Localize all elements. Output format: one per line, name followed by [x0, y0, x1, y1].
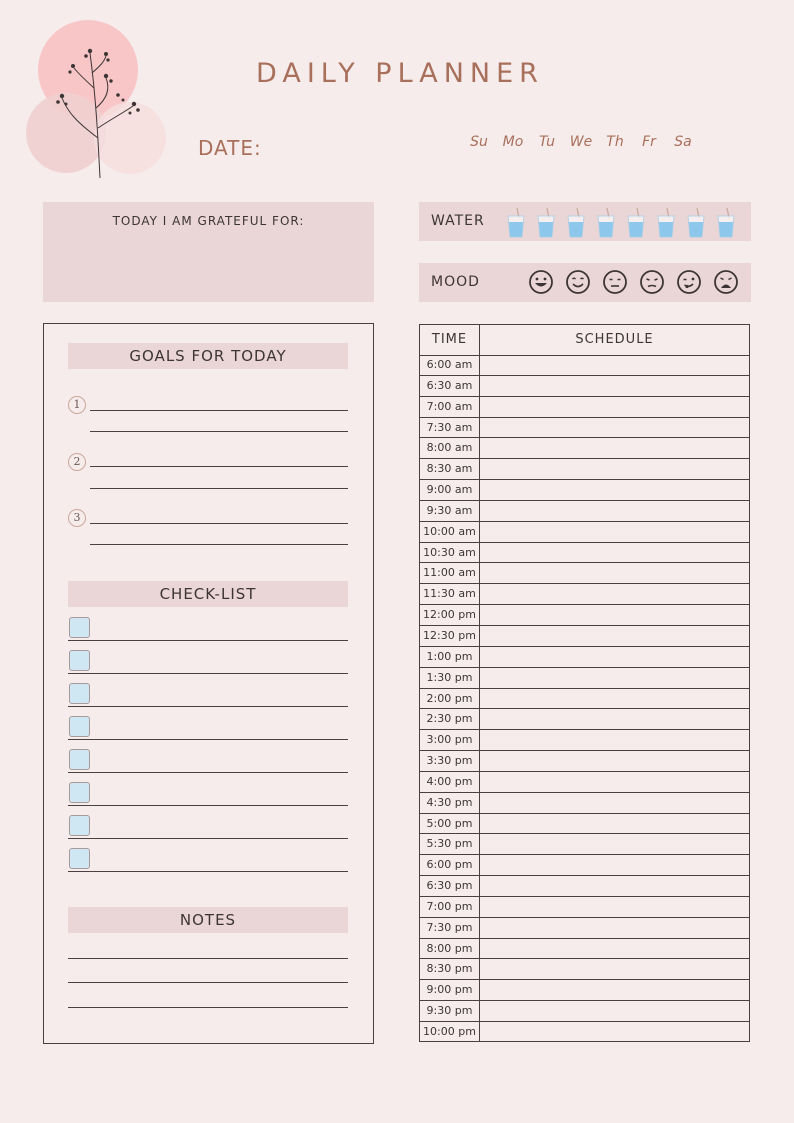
- time-cell: 9:30 am: [426, 503, 473, 517]
- time-cell: 8:00 am: [426, 441, 473, 455]
- time-cell: 7:00 pm: [426, 899, 473, 913]
- grateful-label: TODAY I AM GRATEFUL FOR:: [112, 214, 305, 228]
- schedule-table: [419, 324, 750, 1042]
- goal-line[interactable]: [90, 431, 348, 432]
- time-cell: 10:30 am: [423, 545, 476, 559]
- time-cell: 11:00 am: [423, 566, 476, 580]
- time-cell: 10:00 am: [423, 524, 476, 538]
- table-row[interactable]: [420, 918, 749, 939]
- table-row[interactable]: [420, 689, 749, 710]
- table-row[interactable]: [420, 605, 749, 626]
- date-label: DATE:: [198, 136, 262, 160]
- day-fr[interactable]: Fr: [642, 134, 656, 150]
- checkbox[interactable]: [69, 749, 90, 770]
- table-row[interactable]: [420, 730, 749, 751]
- time-cell: 12:00 pm: [423, 608, 476, 622]
- goal-line[interactable]: [90, 488, 348, 489]
- flower-branch-icon: [18, 18, 178, 188]
- table-row[interactable]: [420, 855, 749, 876]
- table-row[interactable]: [420, 459, 749, 480]
- checkbox[interactable]: [69, 848, 90, 869]
- time-cell: 8:30 am: [426, 462, 473, 476]
- checkbox[interactable]: [69, 650, 90, 671]
- notes-line[interactable]: [68, 982, 348, 983]
- water-label: WATER: [431, 213, 485, 229]
- time-cell: 2:00 pm: [426, 691, 473, 705]
- table-row[interactable]: [420, 522, 749, 543]
- table-row[interactable]: [420, 980, 749, 1001]
- time-cell: 12:30 pm: [423, 628, 476, 642]
- table-row[interactable]: [420, 501, 749, 522]
- checklist-line[interactable]: [68, 772, 348, 773]
- day-we[interactable]: We: [569, 134, 593, 150]
- time-cell: 7:30 pm: [426, 920, 473, 934]
- time-cell: 6:00 am: [426, 358, 473, 371]
- table-row[interactable]: [420, 438, 749, 459]
- time-cell: 3:30 pm: [426, 754, 473, 768]
- neutral-face-icon[interactable]: [596, 269, 633, 297]
- water-glass-icon[interactable]: [565, 206, 595, 240]
- time-cell: 10:00 pm: [423, 1025, 476, 1038]
- water-glass-icon[interactable]: [715, 206, 745, 240]
- table-row[interactable]: [420, 897, 749, 918]
- time-cell: 6:30 am: [426, 378, 473, 392]
- table-row[interactable]: [420, 939, 749, 960]
- schedule-column-header: SCHEDULE: [575, 332, 654, 347]
- checklist-line[interactable]: [68, 871, 348, 872]
- table-row[interactable]: [420, 959, 749, 980]
- checkbox[interactable]: [69, 617, 90, 638]
- water-glass-icon[interactable]: [625, 206, 655, 240]
- day-mo[interactable]: Mo: [502, 134, 524, 150]
- notes-heading: NOTES: [68, 907, 348, 933]
- time-cell: 5:00 pm: [426, 816, 473, 830]
- table-row[interactable]: [420, 647, 749, 668]
- table-row[interactable]: [420, 355, 749, 376]
- table-row[interactable]: [420, 814, 749, 835]
- schedule-header-row: [420, 325, 749, 356]
- checklist-heading: CHECK-LIST: [68, 581, 348, 607]
- checkbox[interactable]: [69, 683, 90, 704]
- water-tracker: [419, 202, 751, 241]
- sad-face-icon[interactable]: [707, 269, 744, 297]
- time-cell: 1:30 pm: [426, 670, 473, 684]
- table-row[interactable]: [420, 626, 749, 647]
- goal-number-1: 1: [68, 396, 86, 414]
- table-row[interactable]: [420, 1001, 749, 1022]
- time-column-header: TIME: [431, 332, 468, 347]
- checkbox[interactable]: [69, 716, 90, 737]
- page-title: DAILY PLANNER: [256, 58, 544, 89]
- table-row[interactable]: [420, 709, 749, 730]
- table-row[interactable]: [420, 772, 749, 793]
- table-row[interactable]: [420, 376, 749, 397]
- time-cell: 6:00 pm: [426, 858, 473, 872]
- water-glass-icon[interactable]: [685, 206, 715, 240]
- checkbox[interactable]: [69, 815, 90, 836]
- water-glass-icon[interactable]: [505, 206, 535, 240]
- notes-line[interactable]: [68, 1007, 348, 1008]
- table-row[interactable]: [420, 397, 749, 418]
- winking-face-icon[interactable]: [670, 269, 707, 297]
- smiling-face-icon[interactable]: [559, 269, 596, 297]
- goal-line[interactable]: [90, 544, 348, 545]
- table-row[interactable]: [420, 668, 749, 689]
- table-row[interactable]: [420, 1022, 749, 1043]
- water-glass-icon[interactable]: [535, 206, 565, 240]
- time-cell: 6:30 pm: [426, 879, 473, 893]
- table-row[interactable]: [420, 793, 749, 814]
- goals-checklist-notes-card: [43, 323, 374, 1044]
- time-cell: 7:00 am: [426, 399, 473, 413]
- day-su[interactable]: Su: [470, 134, 488, 150]
- water-glass-icon[interactable]: [595, 206, 625, 240]
- table-row[interactable]: [420, 418, 749, 439]
- schedule-rows: [420, 355, 749, 1043]
- goal-line[interactable]: [90, 410, 348, 411]
- goal-number-3: 3: [68, 509, 86, 527]
- day-sa[interactable]: Sa: [674, 134, 692, 150]
- checklist-line[interactable]: [68, 838, 348, 839]
- checklist-line[interactable]: [68, 706, 348, 707]
- goal-line[interactable]: [90, 466, 348, 467]
- time-cell: 11:30 am: [423, 587, 476, 601]
- day-th[interactable]: Th: [606, 134, 624, 150]
- unamused-face-icon[interactable]: [633, 269, 670, 297]
- goal-line[interactable]: [90, 523, 348, 524]
- time-cell: 4:00 pm: [426, 774, 473, 788]
- table-row[interactable]: [420, 563, 749, 584]
- water-cups: [505, 206, 745, 240]
- mood-label: MOOD: [431, 274, 480, 290]
- time-cell: 1:00 pm: [426, 649, 473, 663]
- time-cell: 4:30 pm: [426, 795, 473, 809]
- checklist-line[interactable]: [68, 739, 348, 740]
- table-row[interactable]: [420, 480, 749, 501]
- checklist-line[interactable]: [68, 805, 348, 806]
- time-cell: 8:30 pm: [426, 962, 473, 976]
- time-cell: 5:30 pm: [426, 837, 473, 851]
- time-cell: 3:00 pm: [426, 733, 473, 747]
- notes-line[interactable]: [68, 958, 348, 959]
- weekday-selector: [462, 134, 700, 150]
- checkbox[interactable]: [69, 782, 90, 803]
- time-cell: 9:30 pm: [426, 1004, 473, 1018]
- table-row[interactable]: [420, 834, 749, 855]
- mood-faces: [522, 269, 744, 297]
- table-row[interactable]: [420, 543, 749, 564]
- time-cell: 8:00 pm: [426, 941, 473, 955]
- time-cell: 2:30 pm: [426, 712, 473, 726]
- day-tu[interactable]: Tu: [538, 134, 556, 150]
- checklist-line[interactable]: [68, 673, 348, 674]
- time-cell: 9:00 am: [426, 483, 473, 497]
- water-glass-icon[interactable]: [655, 206, 685, 240]
- time-cell: 7:30 am: [426, 420, 473, 434]
- mood-tracker: [419, 263, 751, 302]
- time-cell: 9:00 pm: [426, 983, 473, 997]
- goal-number-2: 2: [68, 453, 86, 471]
- checklist-line[interactable]: [68, 640, 348, 641]
- grinning-face-icon[interactable]: [522, 269, 559, 297]
- table-row[interactable]: [420, 876, 749, 897]
- grateful-box[interactable]: [43, 202, 374, 302]
- table-row[interactable]: [420, 584, 749, 605]
- goals-heading: GOALS FOR TODAY: [68, 343, 348, 369]
- table-row[interactable]: [420, 751, 749, 772]
